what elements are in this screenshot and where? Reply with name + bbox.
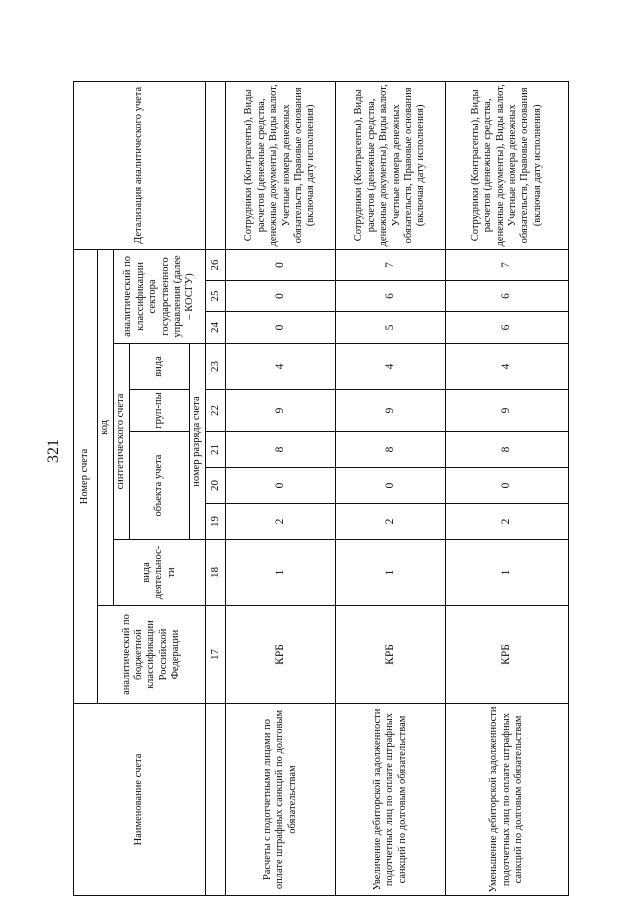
column-number-row (206, 81, 226, 895)
value-cell: 8 (446, 432, 569, 468)
value-cell: 1 (446, 540, 569, 606)
detail-cell: Сотрудники (Контрагенты), Виды расчетов (денежные средства, денежные документы), Виды валют, Учетные номера денежных обязательств, Правовые основания (включая дату исполнения) (226, 81, 336, 249)
value-cell: 9 (336, 390, 446, 432)
header-synthetic: синтетического счета (114, 344, 130, 540)
value-cell: 4 (446, 344, 569, 390)
header-group: груп-пы (130, 390, 190, 432)
column-number-empty (206, 81, 226, 249)
column-number: 19 (206, 504, 226, 540)
header-detail: Детализация аналитического учета (74, 81, 206, 249)
value-cell: 9 (226, 390, 336, 432)
account-name-cell: Расчеты с подотчетными лицами по оплате штрафных санкций по долговым обязательствам (226, 704, 336, 896)
rotated-table-wrapper (73, 82, 568, 896)
value-cell: 0 (226, 468, 336, 504)
value-cell: 0 (226, 249, 336, 280)
detail-cell: Сотрудники (Контрагенты), Виды расчетов (денежные средства, денежные документы), Виды валют, Учетные номера денежных обязательств, Правовые основания (включая дату исполнения) (336, 81, 446, 249)
value-cell: 1 (336, 540, 446, 606)
value-cell: 4 (226, 344, 336, 390)
header-account-number: Номер счета (74, 249, 98, 703)
value-cell: 5 (336, 312, 446, 344)
value-cell: 7 (446, 249, 569, 280)
value-cell: 0 (226, 312, 336, 344)
column-number: 26 (206, 249, 226, 280)
value-cell: 0 (336, 468, 446, 504)
value-cell: 9 (446, 390, 569, 432)
value-cell: КРБ (336, 606, 446, 704)
account-table (73, 81, 569, 896)
header-analytical-budget: аналитический по бюджетной классификации Российской Федерации (98, 606, 206, 704)
column-number-empty (206, 704, 226, 896)
detail-cell: Сотрудники (Контрагенты), Виды расчетов (денежные средства, денежные документы), Виды валют, Учетные номера денежных обязательств, Правовые основания (включая дату исполнения) (446, 81, 569, 249)
value-cell: 2 (336, 504, 446, 540)
value-cell: 8 (336, 432, 446, 468)
header-digit-number: номер разряда счета (190, 344, 206, 540)
header-object: объекта учета (130, 432, 190, 540)
table-row (226, 81, 336, 895)
header-kind: вида (130, 344, 190, 390)
table-row (336, 81, 446, 895)
value-cell: КРБ (446, 606, 569, 704)
header-row-1 (74, 81, 98, 895)
column-number: 23 (206, 344, 226, 390)
account-name-cell: Уменьшение дебиторской задолженности подотчетных лиц по оплате штрафных санкций по долговым обязательствам (446, 704, 569, 896)
column-number: 22 (206, 390, 226, 432)
header-code: код (98, 249, 114, 605)
column-number: 18 (206, 540, 226, 606)
header-account-name: Наименование счета (74, 704, 206, 896)
value-cell: 6 (446, 312, 569, 344)
column-number: 25 (206, 281, 226, 312)
header-activity-type: вида деятельнос-ти (114, 540, 206, 606)
value-cell: 0 (446, 468, 569, 504)
value-cell: 4 (336, 344, 446, 390)
column-number: 20 (206, 468, 226, 504)
column-number: 17 (206, 606, 226, 704)
value-cell: 0 (226, 281, 336, 312)
value-cell: 7 (336, 249, 446, 280)
table-row (446, 81, 569, 895)
value-cell: 2 (226, 504, 336, 540)
account-name-cell: Увеличение дебиторской задолженности подотчетных лиц по оплате штрафных санкций по долговым обязательствам (336, 704, 446, 896)
header-kosgu: аналитический по классификации сектора государственного управления (далее – КОСГУ) (114, 249, 206, 343)
page-number: 321 (45, 439, 62, 463)
value-cell: КРБ (226, 606, 336, 704)
value-cell: 8 (226, 432, 336, 468)
value-cell: 2 (446, 504, 569, 540)
value-cell: 6 (446, 281, 569, 312)
value-cell: 6 (336, 281, 446, 312)
value-cell: 1 (226, 540, 336, 606)
column-number: 21 (206, 432, 226, 468)
column-number: 24 (206, 312, 226, 344)
